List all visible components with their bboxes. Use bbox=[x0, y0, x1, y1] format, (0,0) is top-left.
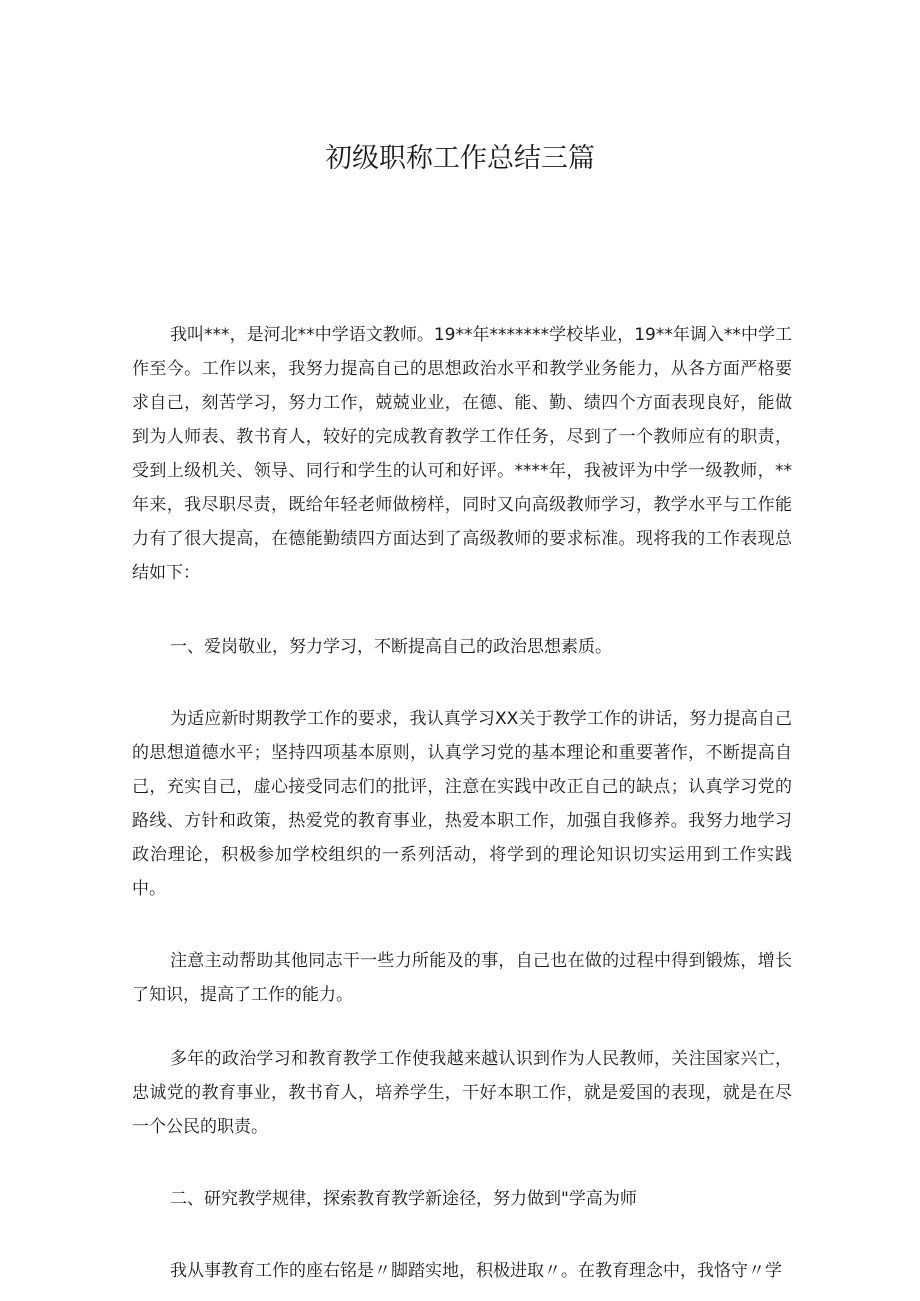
document-body bbox=[132, 318, 792, 1288]
paragraph-motto: 我从事教育工作的座右铭是〃脚踏实地，积极进取〃。在教育理念中，我恪守〃学 bbox=[170, 1261, 782, 1281]
paragraph-study: 为适应新时期教学工作的要求，我认真学习XX关于教学工作的讲话，努力提高自己的思想道德水平；坚持四项基本原则，认真学习党的基本理论和重要著作，不断提高自己，充实自己，虚心接受同志们的批评，注意在实践中改正自己的缺点；认真学习党的路线、方针和政策，热爱党的教育事业，热爱本职工作，加强自我修养。我努力地学习政治理论，积极参加学校组织的一系列活动，将学到的理论知识切实运用到工作实践中。 bbox=[132, 709, 792, 899]
paragraph-patriotism: 多年的政治学习和教育教学工作使我越来越认识到作为人民教师，关注国家兴亡，忠诚党的教育事业，教书育人，培养学生，干好本职工作，就是爱国的表现，就是在尽一个公民的职责。 bbox=[132, 1049, 792, 1137]
paragraph-help: 注意主动帮助其他同志干一些力所能及的事，自己也在做的过程中得到锻炼，增长了知识，提高了工作的能力。 bbox=[132, 951, 792, 1005]
document-title: 初级职称工作总结三篇 bbox=[325, 143, 595, 174]
paragraph-intro: 我叫***，是河北**中学语文教师。19**年*******学校毕业，19**年调入**中学工作至今。工作以来，我努力提高自己的思想政治水平和教学业务能力，从各方面严格要求自己，刻苦学习，努力工作，兢兢业业，在德、能、勤、绩四个方面表现良好，能做到为人师表、教书育人，较好的完成教育教学工作任务，尽到了一个教师应有的职责，受到上级机关、领导、同行和学生的认可和好评。****年，我被评为中学一级教师，**年来，我尽职尽责，既给年轻老师做榜样，同时又向高级教师学习，教学水平与工作能力有了很大提高，在德能勤绩四方面达到了高级教师的要求标准。现将我的工作表现总结如下： bbox=[132, 325, 792, 583]
section-heading-1: 一、爱岗敬业，努力学习，不断提高自己的政治思想素质。 bbox=[170, 637, 612, 657]
section-heading-2: 二、研究教学规律，探索教育教学新途径，努力做到"学高为师 bbox=[170, 1189, 637, 1209]
